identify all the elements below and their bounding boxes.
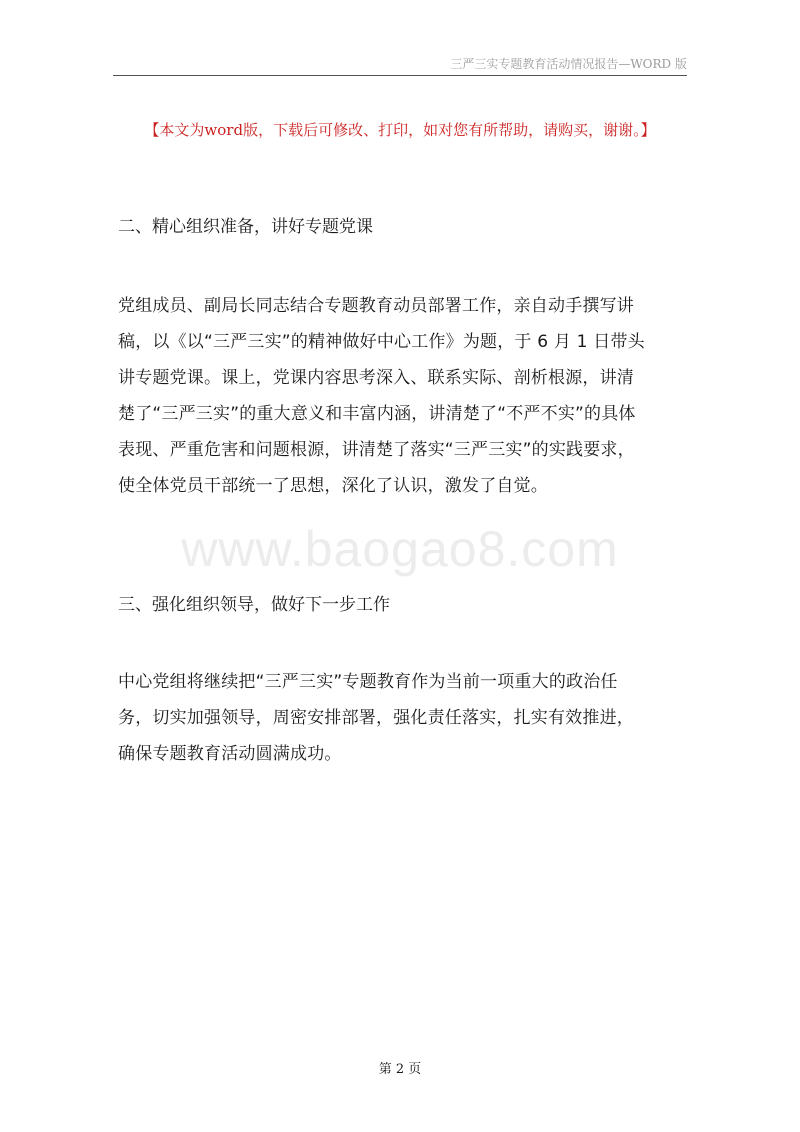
paragraph-line: 讲专题党课。课上，党课内容思考深入、联系实际、剖析根源，讲清	[118, 368, 634, 388]
paragraph-line: 楚了“三严三实”的重大意义和丰富内涵，讲清楚了“不严不实”的具体	[118, 404, 636, 424]
header-rule	[113, 75, 687, 76]
running-header: 三严三实专题教育活动情况报告—WORD 版	[450, 57, 687, 71]
page-number: 第 2 页	[378, 1062, 422, 1077]
paragraph-line: 确保专题教育活动圆满成功。	[118, 744, 342, 764]
paragraph-line: 中心党组将继续把“三严三实”专题教育作为当前一项重大的政治任	[118, 672, 618, 692]
paragraph-line: 稿，以《以“三严三实”的精神做好中心工作》为题，于 6 月 1 日带头	[118, 332, 645, 352]
section-heading-3: 三、强化组织领导，做好下一步工作	[118, 595, 390, 615]
section-paragraph-3	[118, 664, 692, 772]
paragraph-line: 使全体党员干部统一了思想，深化了认识，激发了自觉。	[118, 476, 548, 496]
paragraph-line: 党组成员、副局长同志结合专题教育动员部署工作，亲自动手撰写讲	[118, 296, 634, 316]
section-paragraph-2	[118, 288, 692, 504]
watermark: www.baogao8.com	[181, 521, 619, 577]
paragraph-line: 务，切实加强领导，周密安排部署，强化责任落实，扎实有效推进，	[118, 708, 634, 728]
paragraph-line: 表现、严重危害和问题根源，讲清楚了落实“三严三实”的实践要求，	[118, 440, 635, 460]
purchase-notice: 【本文为word版，下载后可修改、打印，如对您有所帮助，请购买，谢谢。】	[144, 121, 656, 139]
section-heading-2: 二、精心组织准备，讲好专题党课	[118, 217, 373, 237]
